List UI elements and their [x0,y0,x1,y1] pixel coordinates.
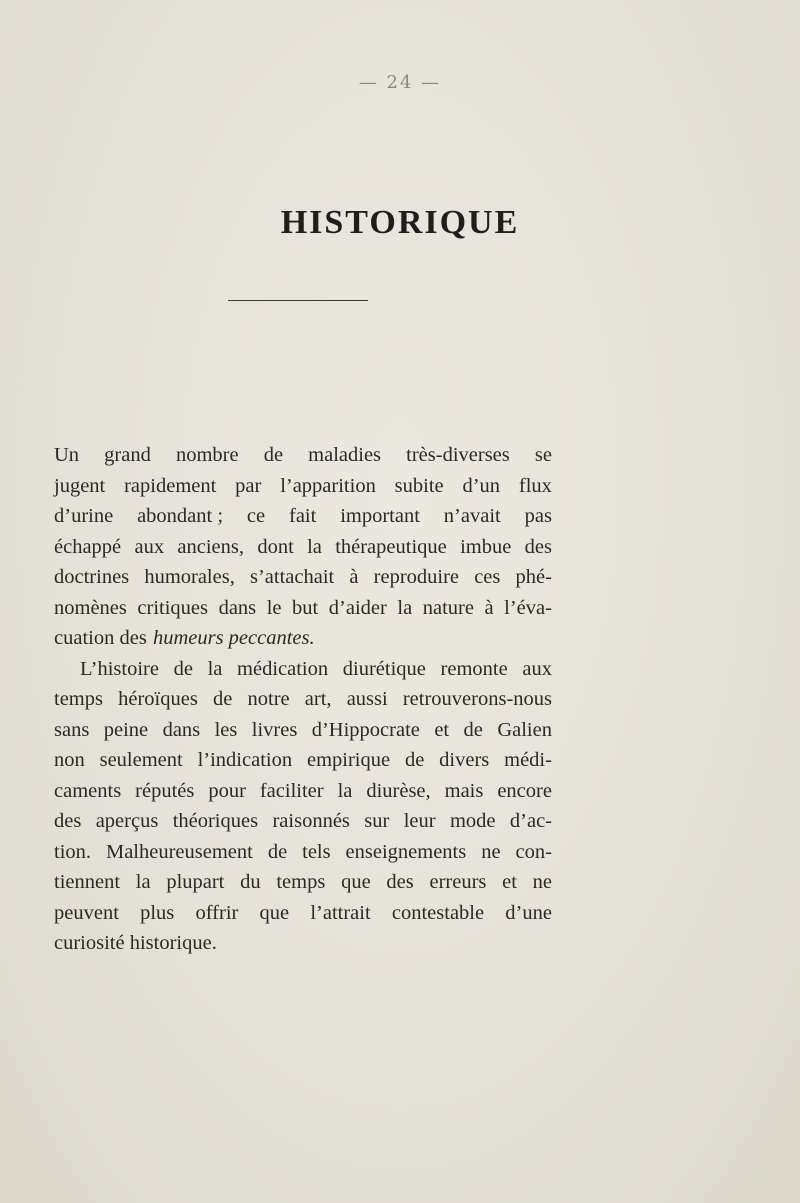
word: plupart [166,871,225,893]
word: médi- [504,749,552,771]
text-line [54,928,552,959]
italic-phrase: humeurs peccantes. [152,627,315,649]
word: et [502,871,517,893]
word: livres [251,718,298,741]
word: réputés [135,779,195,802]
word: art, [304,688,332,710]
word: des [54,810,82,832]
word: mais [444,779,484,802]
word: offrir [195,901,239,924]
word: caments [54,779,122,802]
title-divider [228,300,368,301]
word: d’aider [328,596,387,619]
word: tels [302,840,331,863]
word: se [534,444,552,466]
word: but [292,596,319,619]
word: critiques [137,596,209,619]
word: la [307,535,322,558]
word: la [135,871,151,893]
word: héroïques [118,688,198,710]
word: peuvent [54,901,119,924]
text-line [54,562,552,593]
word: ces [474,566,501,588]
word: n’avait [443,505,501,527]
word: théoriques [172,810,259,832]
word: raisonnés [272,810,350,832]
word: la [207,657,223,680]
text-line [54,501,552,532]
word: Un [54,444,80,466]
word: tion. [54,840,92,863]
word: tiennent [54,871,121,893]
text-line [54,440,552,471]
word: de [267,840,288,863]
word: d’Hippocrate [311,718,420,741]
word: faciliter [259,779,324,802]
word: échappé [54,535,122,558]
word: humorales, [144,566,235,588]
word: maladies [308,444,382,466]
word: d’une [505,901,552,924]
word: d’un [462,474,501,497]
word: et [434,718,450,741]
word: non [54,749,85,771]
word: médication [237,657,329,680]
word: les [214,718,238,741]
word: leur [403,810,436,832]
word: enseignements [345,840,467,863]
word: des [524,535,552,558]
word: curiosité historique. [54,932,217,954]
word: que [259,901,290,924]
word: seulement [99,749,183,771]
word: ne [532,871,552,893]
text-line [54,806,552,837]
word: de [263,444,284,466]
word: nature [422,596,474,619]
word: notre [247,688,290,710]
body-text [54,440,552,959]
text-line [54,684,552,715]
word: mode [449,810,496,832]
text-line [54,715,552,746]
word: dans [218,596,257,619]
word: l’éva- [504,596,552,619]
word: con- [515,840,552,863]
word: dont [257,535,294,558]
word: d’urine [54,505,114,527]
word: contestable [391,901,485,924]
word: ne [481,840,501,863]
word: aux [134,535,165,558]
text-line [54,745,552,776]
word: que [341,871,371,893]
word: retrouverons-nous [402,688,552,710]
word: flux [518,474,552,497]
word: de [404,749,425,771]
word: divers [439,749,490,771]
word: le [266,596,282,619]
word: plus [140,901,175,924]
word: la [337,779,353,802]
text-line [54,837,552,868]
word: peine [103,718,149,741]
word: important [340,505,420,527]
word: cuation des [54,627,147,649]
word: de [173,657,193,680]
word: pas [524,505,552,527]
word: imbue [460,535,512,558]
word: très-diverses [406,444,510,466]
word: erreurs [429,871,487,893]
word: par [235,474,262,497]
word: de [212,688,233,710]
word: du [240,871,261,893]
text-line [54,623,552,654]
word: doctrines [54,566,130,588]
word: diurétique [342,657,426,680]
word: jugent [54,474,106,497]
word: sans [54,718,90,741]
text-line [54,867,552,898]
word: temps [54,688,103,710]
text-line [54,654,552,685]
word: s’attachait [250,566,335,588]
word: à [349,566,359,588]
text-line [54,776,552,807]
word: l’apparition [280,474,376,497]
word: L’histoire [80,657,159,680]
word: fait [289,505,317,527]
word: l’attrait [310,901,371,924]
word: Malheureusement [105,840,253,863]
word: remonte [440,657,508,680]
word: l’indication [197,749,293,771]
text-line [54,532,552,563]
word: reproduire [373,566,460,588]
word: nombre [175,444,239,466]
text-line [54,593,552,624]
word: aux [522,657,552,680]
word: thérapeutique [335,535,447,558]
word: temps [276,871,326,893]
word: aperçus [95,810,159,832]
word: nomènes [54,596,127,619]
word: sur [364,810,390,832]
word: rapidement [124,474,217,497]
word: empirique [306,749,391,771]
page-title: HISTORIQUE [280,204,520,241]
word: anciens, [177,535,244,558]
word: encore [497,779,552,802]
word: grand [104,444,151,466]
word: pour [208,779,246,802]
text-line [54,471,552,502]
word: phé- [515,566,552,588]
word: Galien [497,718,552,741]
word: ce [246,505,266,527]
word: aussi [346,688,388,710]
word: la [397,596,413,619]
word: dans [162,718,201,741]
word: d’ac- [509,810,552,832]
word: de [463,718,483,741]
word: subite [394,474,444,497]
word: à [484,596,494,619]
word: des [386,871,414,893]
word: diurèse, [366,779,431,802]
word: abondant ; [137,505,224,527]
page-number: — 24 — [358,72,442,93]
text-line [54,898,552,929]
